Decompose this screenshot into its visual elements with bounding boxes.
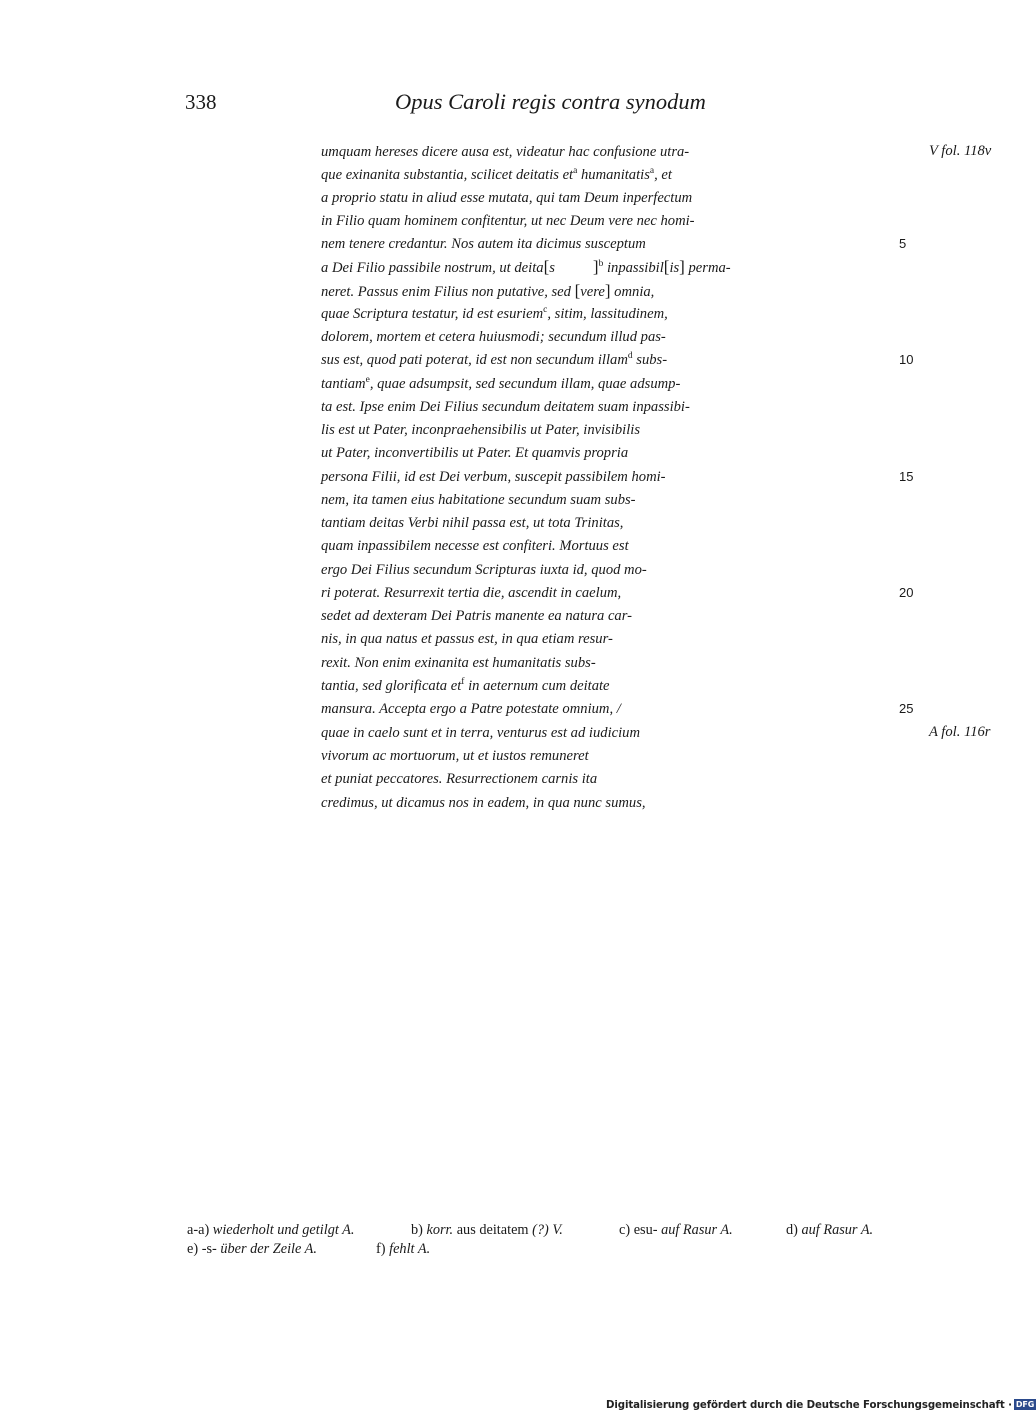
footnote-marker: a: [649, 166, 655, 176]
text-line-28: et puniat peccatores. Resurrectionem carnis ita: [321, 771, 598, 787]
footnote-marker: d: [627, 351, 633, 361]
footnote-e: e) -s- über der Zeile A.: [187, 1241, 317, 1257]
footnote-f: f) fehlt A.: [376, 1241, 431, 1257]
text-line-3: a proprio statu in aliud esse mutata, qui tam Deum inperfectum: [321, 190, 693, 206]
line-number: 5: [899, 236, 907, 251]
running-title: Opus Caroli regis contra synodum: [395, 89, 706, 114]
text-line-4: in Filio quam hominem confitentur, ut nec Deum vere nec homi-: [321, 213, 695, 229]
text-line-20: ri poterat. Resurrexit tertia die, ascendit in caelum,: [321, 585, 622, 601]
text-line-10: sus est, quod pati poterat, id est non secundum illam$^d$ subs-: [321, 351, 668, 368]
page-number: 338: [185, 90, 217, 114]
text-line-22: nis, in qua natus et passus est, in qua etiam resur-: [321, 631, 613, 647]
text-line-12: ta est. Ipse enim Dei Filius secundum deitatem suam inpassibi-: [321, 399, 690, 415]
footnote-marker: a: [573, 166, 578, 176]
text-line-13: lis est ut Pater, inconpraehensibilis ut Pater, invisibilis: [321, 422, 641, 438]
text-line-18: quam inpassibilem necesse est confiteri. Mortuus est: [321, 538, 629, 554]
text-line-15: persona Filii, id est Dei verbum, suscepit passibilem homi-: [321, 469, 666, 485]
text-line-24: tantia, sed glorificata $et^f$ in aeternum cum deitate: [321, 677, 610, 694]
text-line-9: dolorem, mortem et cetera huiusmodi; secundum illud pas-: [321, 329, 666, 345]
line-number: 10: [899, 352, 914, 367]
text-line-25: mansura. Accepta ergo a Patre potestate omnium, /: [321, 701, 621, 717]
footnote-marker: b: [598, 259, 604, 269]
footnote-marker: f: [461, 677, 465, 687]
line-number: 15: [899, 469, 914, 484]
footnote-d: d) auf Rasur A.: [786, 1222, 874, 1238]
text-line-5: nem tenere credantur. Nos autem ita dicimus susceptum: [321, 236, 646, 252]
text-line-27: vivorum ac mortuorum, ut et iustos remuneret: [321, 748, 589, 764]
text-line-11: tantiam$^e$, quae adsumpsit, sed secundum illam, quae adsump-: [321, 375, 681, 392]
text-line-1: umquam hereses dicere ausa est, videatur hac confusione utra-: [321, 144, 690, 160]
text-line-8: quae Scriptura testatur, id est esuriem$^c$, sitim, lassitudinem,: [321, 305, 668, 322]
text-line-21: sedet ad dexteram Dei Patris manente ea natura car-: [321, 608, 632, 624]
text-line-7: neret. Passus enim Filius non putative, sed [vere] omnia,: [321, 281, 655, 300]
text-line-29: credimus, ut dicamus nos in eadem, in qua nunc sumus,: [321, 795, 646, 811]
footnote-marker: e: [365, 375, 370, 385]
margin-folio-ref: A fol. 116r: [929, 724, 991, 740]
text-line-6: a Dei Filio passibile nostrum, ut deita[s ]$^b$ inpassibil[is] perma-: [321, 257, 731, 276]
footnote-c: c) esu- auf Rasur A.: [619, 1222, 733, 1238]
footnote-marker: c: [543, 305, 548, 315]
footnote-aa: a-a) wiederholt und getilgt A.: [187, 1222, 355, 1238]
footnote-b: b) korr. aus deitatem (?) V.: [411, 1222, 563, 1238]
text-line-2: que exinanita substantia, scilicet deitatis $et^a$ humanitatis$^a$, et: [321, 166, 672, 183]
text-line-26: quae in caelo sunt et in terra, venturus est ad iudicium: [321, 725, 640, 741]
text-line-14: ut Pater, inconvertibilis ut Pater. Et quamvis propria: [321, 445, 629, 461]
digitization-credit: Digitalisierung gefördert durch die Deutsche Forschungsgemeinschaft · DFG: [606, 1400, 1035, 1411]
text-line-17: tantiam deitas Verbi nihil passa est, ut tota Trinitas,: [321, 515, 624, 531]
margin-folio-ref: V fol. 118v: [929, 143, 992, 159]
line-number: 25: [899, 701, 914, 716]
line-number: 20: [899, 585, 914, 600]
text-line-19: ergo Dei Filius secundum Scripturas iuxta id, quod mo-: [321, 562, 647, 578]
text-line-23: rexit. Non enim exinanita est humanitatis subs-: [321, 655, 596, 671]
text-line-16: nem, ita tamen eius habitatione secundum suam subs-: [321, 492, 636, 508]
dfg-logo: DFG: [1015, 1400, 1035, 1409]
